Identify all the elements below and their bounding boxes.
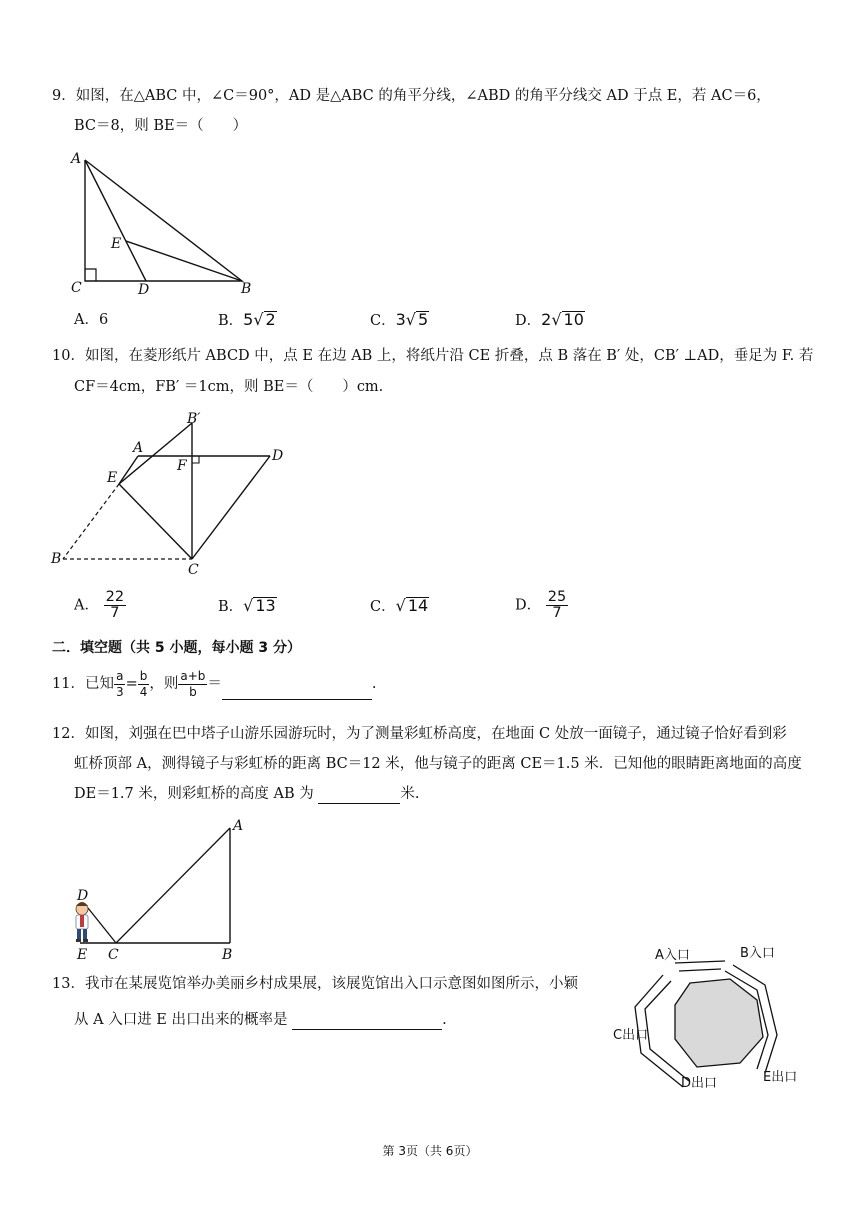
q9-line-2: BC＝8，则 BE＝（ ） bbox=[74, 118, 248, 134]
q13-label-c-exit: C出口 bbox=[613, 1028, 649, 1043]
q10-label-e: E bbox=[107, 470, 118, 486]
q10-line-2: CF＝4cm，FB′ ＝1cm，则 BE＝（ ）cm. bbox=[74, 379, 384, 395]
q10-option-b: B．√ 13 bbox=[218, 596, 276, 615]
q9-option-b: B．5√ 2 bbox=[218, 310, 276, 329]
q9-label-a: A bbox=[71, 151, 82, 167]
q10-label-a: A bbox=[133, 440, 144, 456]
q11-answer-blank[interactable] bbox=[222, 683, 372, 700]
q11-line: 11．已知 $\frac{a}{3}$ = $\frac{b}{4}$ ，则 $\frac{a+b}{b}$ ＝ . bbox=[52, 668, 377, 699]
q12-label-c: C bbox=[108, 947, 119, 963]
q9-option-c: C．3√ 5 bbox=[370, 310, 429, 329]
q9-label-b: B bbox=[241, 281, 252, 297]
q9-line-1: 9．如图，在△ABC 中，∠C＝90°，AD 是△ABC 的角平分线，∠ABD 的角平分线交 AD 于点 E，若 AC＝6， bbox=[52, 88, 771, 104]
q9-option-d: D．2√ 10 bbox=[515, 310, 584, 329]
q10-label-d: D bbox=[272, 448, 284, 464]
q10-label-f: F bbox=[177, 458, 187, 474]
q12-label-b: B bbox=[222, 947, 233, 963]
q9-triangle-figure bbox=[60, 148, 270, 298]
q13-hall-figure bbox=[605, 935, 810, 1095]
q9-label-d: D bbox=[138, 282, 150, 298]
q12-answer-blank[interactable] bbox=[318, 787, 400, 804]
q13-label-e-exit: E出口 bbox=[763, 1070, 798, 1085]
q10-option-c: C．√ 14 bbox=[370, 596, 429, 615]
q10-option-a: A． $\frac{22}{7}$ bbox=[74, 589, 125, 621]
q13-line-1: 13．我市在某展览馆举办美丽乡村成果展，该展览馆出入口示意图如图所示，小颖 bbox=[52, 976, 578, 992]
q10-label-bprime: B′ bbox=[187, 411, 201, 427]
q10-rhombus-figure bbox=[45, 410, 305, 580]
q10-label-b: B bbox=[51, 551, 62, 567]
q12-label-e: E bbox=[77, 947, 88, 963]
q12-line-3: DE＝1.7 米，则彩虹桥的高度 AB 为 米. bbox=[74, 786, 420, 802]
q13-label-d-exit: D出口 bbox=[681, 1076, 718, 1091]
q9-label-e: E bbox=[111, 236, 122, 252]
q9-label-c: C bbox=[71, 280, 82, 296]
q12-line-2: 虹桥顶部 A，测得镜子与彩虹桥的距离 BC＝12 米，他与镜子的距离 CE＝1.5 米．已知他的眼睛距离地面的高度 bbox=[74, 756, 802, 772]
q12-label-a: A bbox=[233, 818, 244, 834]
page-footer: 第 3页（共 6页） bbox=[382, 1144, 478, 1158]
boy-figure-icon bbox=[76, 902, 88, 942]
q12-line-1: 12．如图，刘强在巴中塔子山游乐园游玩时，为了测量彩虹桥高度，在地面 C 处放一面镜子，通过镜子恰好看到彩 bbox=[52, 726, 787, 742]
q10-line-1: 10．如图，在菱形纸片 ABCD 中，点 E 在边 AB 上，将纸片沿 CE 折叠，点 B 落在 B′ 处，CB′ ⊥AD，垂足为 F. 若 bbox=[52, 348, 814, 364]
q12-label-d: D bbox=[77, 888, 89, 904]
section-2-title: 二．填空题（共 5 小题，每小题 3 分） bbox=[52, 640, 301, 656]
q10-option-d: D． $\frac{25}{7}$ bbox=[515, 589, 567, 621]
q9-option-a: A．6 bbox=[74, 312, 109, 328]
q13-label-a-entrance: A入口 bbox=[655, 948, 690, 963]
q12-bridge-figure bbox=[60, 812, 260, 967]
q13-answer-blank[interactable] bbox=[292, 1013, 442, 1030]
q13-label-b-entrance: B入口 bbox=[740, 946, 775, 961]
q13-line-2: 从 A 入口进 E 出口出来的概率是 . bbox=[74, 1012, 447, 1028]
q10-label-c: C bbox=[188, 562, 199, 578]
